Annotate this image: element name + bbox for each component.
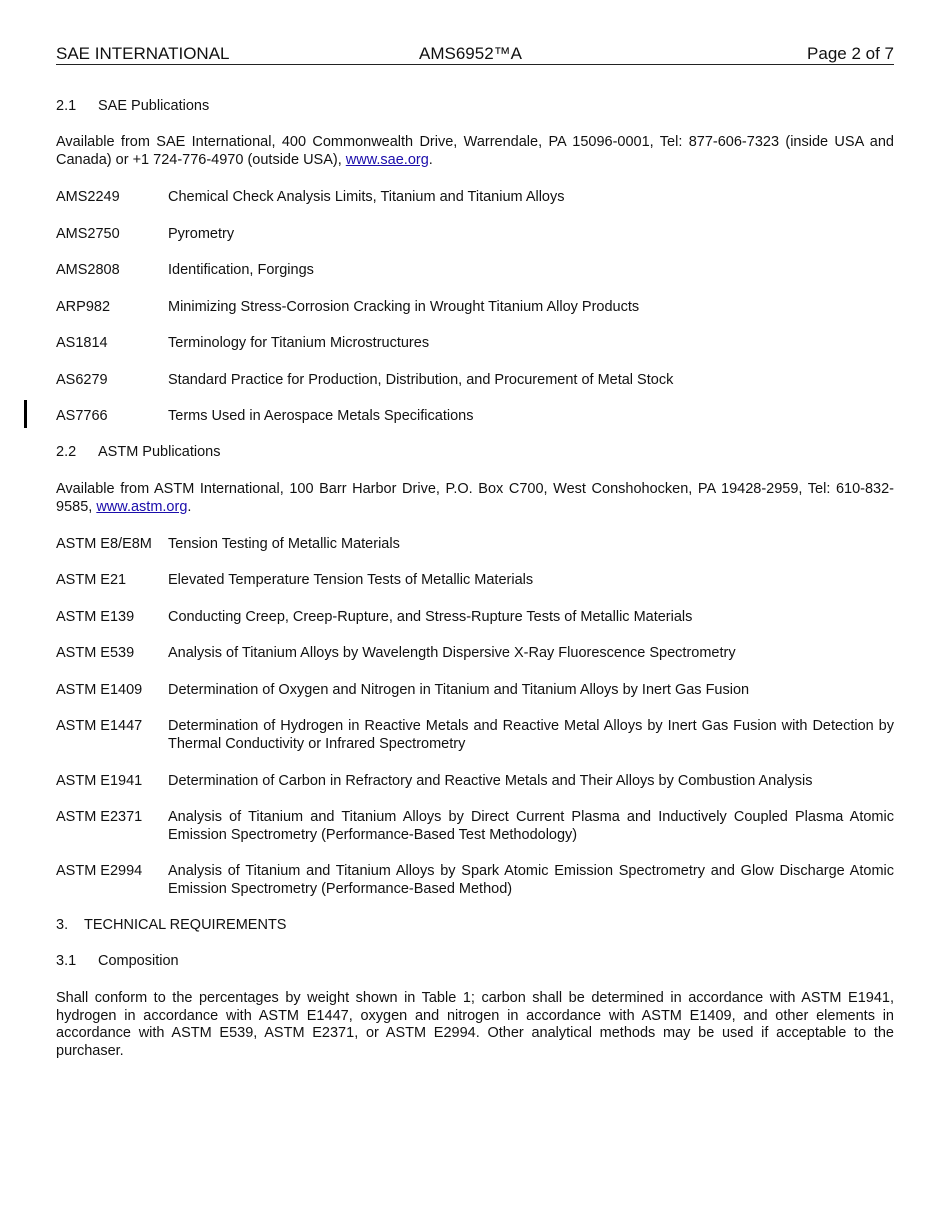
reference-title: Determination of Carbon in Refractory and Reactive Metals and Their Alloys by Combustion Analysis: [168, 773, 813, 789]
reference-code: ARP982: [56, 299, 111, 315]
reference-code: AMS2750: [56, 226, 120, 242]
reference-code: AS6279: [56, 372, 108, 388]
section-2-2-title: ASTM Publications: [98, 444, 221, 460]
reference-code: ASTM E1409: [56, 682, 143, 698]
reference-code: ASTM E21: [56, 572, 127, 588]
reference-title: Determination of Oxygen and Nitrogen in Titanium and Titanium Alloys by Inert Gas Fusion: [168, 682, 750, 698]
reference-title: Identification, Forgings: [168, 262, 314, 278]
section-2-1-title: SAE Publications: [98, 98, 210, 114]
reference-code: AS1814: [56, 335, 108, 351]
section-3-1-title: Composition: [98, 953, 179, 969]
reference-code: ASTM E539: [56, 645, 135, 661]
composition-paragraph: Shall conform to the percentages by weight shown in Table 1; carbon shall be determined in accordance with ASTM E1941, hydrogen in accordance with ASTM E1447, oxygen and nitrogen in accordance with ASTM E1409, and other elements in accordance with ASTM E539, ASTM E2371, or ASTM E2994. Other analytical methods may be used if acceptable to the purchaser.: [56, 990, 894, 1059]
sae-availability-paragraph: Available from SAE International, 400 Commonwealth Drive, Warrendale, PA 15096-0001, Tel: 877-606-7323 (inside USA and Canada) or +1 724-776-4970 (outside USA), www.sae.org.: [56, 134, 894, 168]
reference-title: Conducting Creep, Creep-Rupture, and Stress-Rupture Tests of Metallic Materials: [168, 609, 693, 625]
reference-code: ASTM E8/E8M: [56, 536, 152, 552]
section-3-title: TECHNICAL REQUIREMENTS: [84, 917, 287, 933]
astm-website-link[interactable]: www.astm.org: [96, 498, 188, 515]
reference-title: Minimizing Stress-Corrosion Cracking in Wrought Titanium Alloy Products: [168, 299, 640, 315]
reference-title: Analysis of Titanium Alloys by Wavelength Dispersive X-Ray Fluorescence Spectrometry: [168, 645, 736, 661]
header-org: SAE INTERNATIONAL: [56, 44, 230, 63]
reference-code: ASTM E2994: [56, 863, 143, 879]
astm-availability-paragraph: Available from ASTM International, 100 Barr Harbor Drive, P.O. Box C700, West Conshohocken, PA 19428-2959, Tel: 610-832-9585, www.astm.org.: [56, 481, 894, 515]
page-header: [56, 44, 894, 65]
section-3-number: 3.: [56, 917, 69, 933]
reference-code: ASTM E1941: [56, 773, 143, 789]
reference-title: Elevated Temperature Tension Tests of Metallic Materials: [168, 572, 534, 588]
reference-title: Terms Used in Aerospace Metals Specifications: [168, 408, 474, 424]
reference-title: Terminology for Titanium Microstructures: [168, 335, 430, 351]
sae-availability-text: Available from SAE International, 400 Commonwealth Drive, Warrendale, PA 15096-0001, Tel: 877-606-7323 (inside USA and Canada) or +1 724-776-4970 (outside USA),: [56, 134, 894, 168]
reference-code: ASTM E1447: [56, 718, 143, 734]
reference-title: Tension Testing of Metallic Materials: [168, 536, 400, 552]
revision-change-bar: [24, 400, 27, 428]
sae-website-link[interactable]: www.sae.org: [345, 151, 429, 168]
section-3-1-number: 3.1: [56, 953, 77, 969]
reference-code: ASTM E139: [56, 609, 135, 625]
reference-code: ASTM E2371: [56, 809, 143, 825]
header-page-number: Page 2 of 7: [807, 44, 894, 63]
reference-title: Chemical Check Analysis Limits, Titanium and Titanium Alloys: [168, 189, 565, 205]
reference-code: AMS2249: [56, 189, 120, 205]
section-2-1-number: 2.1: [56, 98, 77, 114]
reference-code: AMS2808: [56, 262, 120, 278]
reference-code: AS7766: [56, 408, 108, 424]
reference-title: Analysis of Titanium and Titanium Alloys by Spark Atomic Emission Spectrometry and Glow Discharge Atomic Emission Spectrometry (Performance-Based Method): [168, 863, 894, 897]
reference-title: Standard Practice for Production, Distribution, and Procurement of Metal Stock: [168, 372, 674, 388]
reference-title: Pyrometry: [168, 226, 235, 242]
header-doc-id: AMS6952™A: [419, 44, 522, 63]
reference-title: Analysis of Titanium and Titanium Alloys by Direct Current Plasma and Inductively Coupled Plasma Atomic Emission Spectrometry (Performance-Based Test Methodology): [168, 809, 894, 843]
section-2-2-number: 2.2: [56, 444, 77, 460]
reference-title: Determination of Hydrogen in Reactive Metals and Reactive Metal Alloys by Inert Gas Fusion with Detection by Thermal Conductivity or Infrared Spectrometry: [168, 718, 894, 752]
astm-availability-text: Available from ASTM International, 100 Barr Harbor Drive, P.O. Box C700, West Conshohocken, PA 19428-2959, Tel: 610-832-9585,: [56, 481, 894, 515]
